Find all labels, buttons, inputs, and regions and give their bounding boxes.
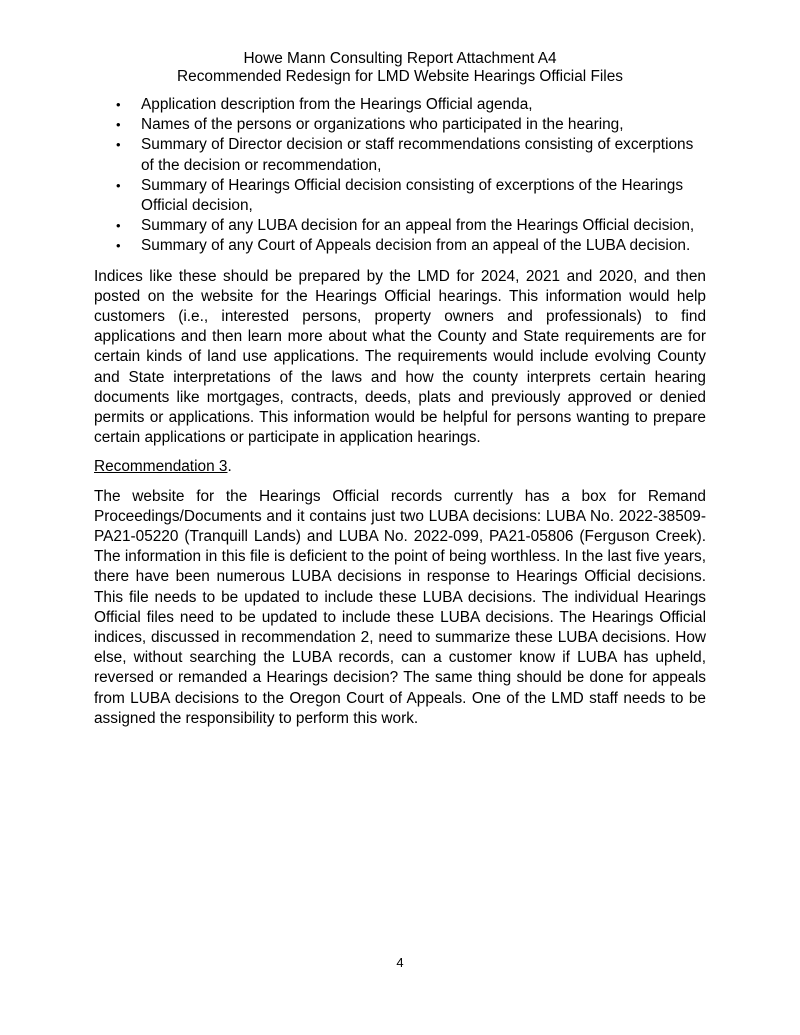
recommendation-suffix: . (227, 458, 232, 476)
recommendation-heading (94, 457, 706, 477)
bullet-icon: • (116, 218, 121, 234)
header-title-line2: Recommended Redesign for LMD Website Hearings Official Files (177, 68, 623, 85)
bullet-icon: • (116, 117, 121, 133)
page-header (0, 50, 800, 86)
bullet-icon: • (116, 97, 121, 112)
page-content (94, 95, 706, 729)
list-item-text: Names of the persons or organizations who participated in the hearing, (141, 116, 624, 134)
list-item (94, 115, 706, 135)
list-item (94, 236, 706, 256)
indices-paragraph: Indices like these should be prepared by the LMD for 2024, 2021 and 2020, and then posted on the website for the Hearings Official hearings. This information would help customers (i.e., interested persons, property owners and professionals) to find applications and then learn more about what the County and State requirements are for certain kinds of land use applications. The requirements would include evolving County and State interpretations of the laws and how the county interprets certain hearing documents like mortgages, contracts, deeds, plats and previously approved or denied permits or applications. This information would be helpful for persons wanting to prepare certain applications or participate in application hearings. (94, 267, 706, 447)
bullet-icon: • (116, 238, 121, 254)
list-item (94, 135, 706, 175)
bullet-icon: • (116, 137, 121, 153)
page-number: 4 (396, 955, 404, 970)
list-item (94, 176, 706, 216)
list-item-text: Summary of any LUBA decision for an appeal from the Hearings Official decision, (141, 217, 695, 235)
list-item-text: Summary of any Court of Appeals decision from an appeal of the LUBA decision. (141, 237, 691, 255)
list-item-text: Summary of Director decision or staff recommendations consisting of excerptions of the decision or recommendation, (141, 136, 694, 174)
recommendation-label: Recommendation 3 (94, 458, 228, 476)
list-item (94, 216, 706, 236)
index-contents-list (94, 95, 706, 257)
recommendation-paragraph: The website for the Hearings Official records currently has a box for Remand Proceedings/Documents and it contains just two LUBA decisions: LUBA No. 2022-38509-PA21-05220 (Tranquill Lands) and LUBA No. 2022-099, PA21-05806 (Ferguson Creek). The information in this file is deficient to the point of being worthless. In the last five years, there have been numerous LUBA decisions in response to Hearings Official decisions. This file needs to be updated to include these LUBA decisions. The individual Hearings Official files need to be updated to include these LUBA decisions. The Hearings Official indices, discussed in recommendation 2, need to summarize these LUBA decisions. How else, without searching the LUBA records, can a customer know if LUBA has upheld, reversed or remanded a Hearings decision? The same thing should be done for appeals from LUBA decisions to the Oregon Court of Appeals. One of the LMD staff needs to be assigned the responsibility to perform this work. (94, 487, 706, 727)
list-item-text: Application description from the Hearings Official agenda, (141, 96, 533, 113)
list-item-text: Summary of Hearings Official decision consisting of excerptions of the Hearings Official decision, (141, 176, 684, 215)
list-item (94, 95, 706, 115)
header-title-line1: Howe Mann Consulting Report Attachment A4 (243, 50, 557, 67)
bullet-icon: • (116, 177, 121, 193)
